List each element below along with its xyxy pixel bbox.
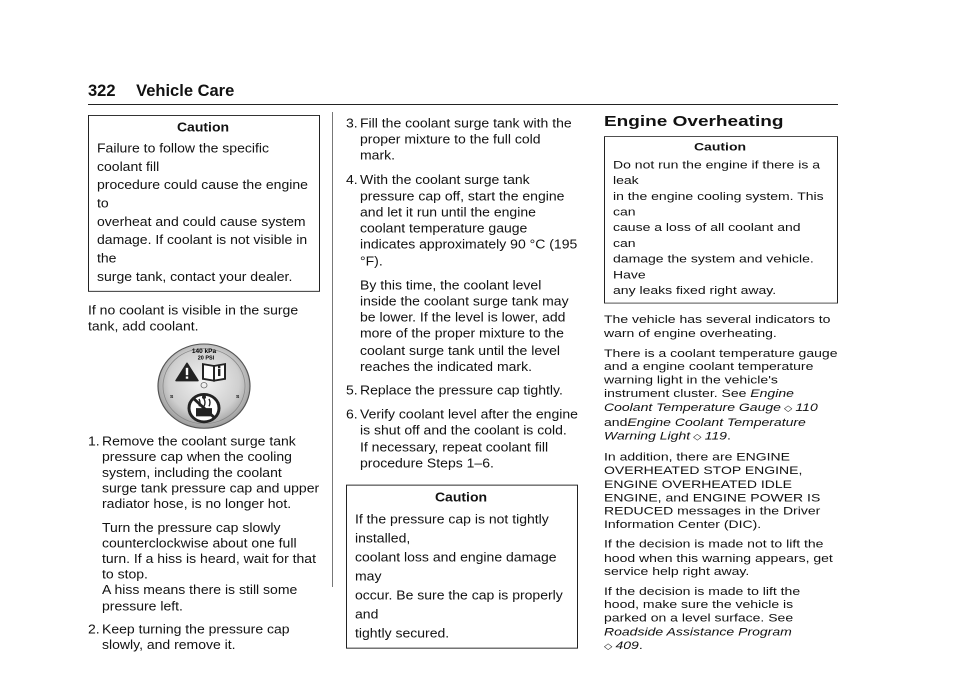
caution-line: Do not run the engine if there is a leak bbox=[613, 158, 821, 187]
caution-line: damage the system and vehicle. Have bbox=[613, 252, 814, 282]
page-header bbox=[88, 82, 838, 105]
page-ref-icon: ◇ bbox=[783, 403, 793, 414]
caution-title: Caution bbox=[693, 140, 747, 153]
step-number: 4. bbox=[346, 171, 358, 187]
step-4-detail: By this time, the coolant level inside the coolant surge tank may be lower. If the level is lower, add more of the proper mixture to the coolant surge tank until the level reaches the indicated mark. bbox=[360, 276, 569, 374]
link-engine-coolant-temperature-warning-light[interactable]: Engine Coolant Temperature Warning Light bbox=[604, 415, 806, 442]
step-number: 1. bbox=[88, 433, 100, 449]
caution-line: surge tank, contact your dealer. bbox=[97, 269, 293, 284]
cap-pressure-psi: 20 PSI bbox=[197, 355, 215, 362]
step-text: With the coolant surge tank pressure cap off, start the engine and let it run until the engine coolant temperature gauge indicates approximately 90 °C (195 °F). bbox=[360, 171, 578, 269]
caution-line: Failure to follow the specific coolant fill bbox=[97, 140, 269, 174]
paragraph-indicators: The vehicle has several indicators to warn of engine overheating. bbox=[604, 313, 831, 340]
step-5 bbox=[346, 382, 578, 398]
caution-body bbox=[97, 139, 309, 286]
paragraph-lift-hood bbox=[604, 585, 838, 654]
step-number: 3. bbox=[346, 115, 358, 131]
text-run: If the decision is made to lift the hood, make sure the vehicle is parked on a level surface. See bbox=[604, 584, 801, 625]
caution-body bbox=[355, 510, 567, 643]
caution-title: Caution bbox=[176, 119, 230, 135]
text-run: and bbox=[604, 415, 628, 429]
step-number: 5. bbox=[346, 382, 358, 398]
step-4 bbox=[346, 171, 578, 269]
step-text: Keep turning the pressure cap slowly, and remove it. bbox=[102, 621, 290, 652]
step-text: Replace the pressure cap tightly. bbox=[360, 382, 563, 398]
caution-box-leak bbox=[604, 136, 838, 303]
step-text: Fill the coolant surge tank with the proper mixture to the full cold mark. bbox=[360, 115, 572, 163]
cap-pressure-kpa: 140 kPa bbox=[191, 348, 217, 355]
cap-mark-left: S bbox=[170, 394, 174, 400]
step-1-note: A hiss means there is still some pressure left. bbox=[102, 582, 298, 613]
caution-line: tightly secured. bbox=[355, 625, 450, 641]
caution-line: overheat and could cause system bbox=[97, 214, 306, 229]
page-number: 322 bbox=[88, 82, 116, 100]
link-roadside-assistance-program[interactable]: Roadside Assistance Program bbox=[604, 625, 792, 638]
paragraph-gauge bbox=[604, 347, 838, 445]
caution-line: occur. Be sure the cap is properly and bbox=[355, 587, 563, 622]
section-title: Vehicle Care bbox=[136, 82, 235, 100]
text-run: There is a coolant temperature gauge and a engine coolant temperature warning light in the vehicle's instrument cluster. See bbox=[604, 346, 838, 400]
text-run: . bbox=[726, 429, 731, 442]
caution-box-pressure-cap bbox=[346, 485, 578, 649]
caution-line: cause a loss of all coolant and can bbox=[613, 221, 801, 250]
caution-line: in the engine cooling system. This can bbox=[613, 189, 824, 219]
column-1 bbox=[88, 115, 320, 660]
paragraph-no-coolant: If no coolant is visible in the surge tank, add coolant. bbox=[88, 302, 299, 334]
step-text: Remove the coolant surge tank pressure cap when the cooling system, including the coolant surge tank pressure cap and upper radiator hose, is no longer hot. bbox=[102, 433, 320, 512]
caution-title: Caution bbox=[434, 489, 488, 505]
caution-line: damage. If coolant is not visible in the bbox=[97, 232, 308, 266]
caution-line: any leaks fixed right away. bbox=[613, 284, 777, 297]
cap-mark-right: S bbox=[236, 394, 240, 400]
step-6 bbox=[346, 406, 578, 439]
caution-body bbox=[613, 157, 827, 298]
page-ref-number[interactable]: 119 bbox=[704, 429, 727, 442]
pressure-cap-icon bbox=[156, 342, 252, 430]
step-number: 2. bbox=[88, 621, 100, 637]
step-1-detail: Turn the pressure cap slowly counterclockwise about one full turn. If a hiss is heard, wait for that to stop. bbox=[102, 519, 316, 582]
paragraph-dic-messages: In addition, there are ENGINE OVERHEATED STOP ENGINE, ENGINE OVERHEATED IDLE ENGINE, and ENGINE POWER IS REDUCED messages in the Driver Information Center (DIC). bbox=[604, 450, 821, 531]
link-engine-coolant-temperature-gauge[interactable]: Engine Coolant Temperature Gauge bbox=[604, 387, 794, 414]
no-open-when-hot-icon bbox=[189, 394, 219, 421]
caution-line: If the pressure cap is not tightly installed, bbox=[355, 511, 549, 546]
column-3 bbox=[604, 115, 838, 660]
caution-line: procedure could cause the engine to bbox=[97, 177, 308, 211]
page-ref-icon: ◇ bbox=[604, 641, 613, 652]
column-2 bbox=[346, 115, 578, 660]
paragraph-service-help: If the decision is made not to lift the hood when this warning appears, get service help right away. bbox=[604, 537, 833, 578]
step-text: Verify coolant level after the engine is shut off and the coolant is cold. bbox=[360, 406, 578, 438]
step-3 bbox=[346, 115, 578, 164]
column-divider bbox=[332, 112, 333, 587]
text-run: . bbox=[638, 638, 643, 652]
page-ref-number[interactable]: 110 bbox=[795, 400, 818, 414]
caution-line: coolant loss and engine damage may bbox=[355, 549, 557, 584]
manual-book-icon bbox=[203, 364, 225, 380]
heading-engine-overheating: Engine Overheating bbox=[604, 113, 784, 130]
page-ref-number[interactable]: 409 bbox=[615, 638, 639, 652]
page-ref-icon: ◇ bbox=[693, 432, 702, 442]
step-1 bbox=[88, 433, 320, 512]
step-number: 6. bbox=[346, 406, 358, 422]
step-6-detail: If necessary, repeat coolant fill procedure Steps 1–6. bbox=[360, 438, 549, 471]
step-2 bbox=[88, 621, 320, 653]
caution-box-coolant-fill bbox=[88, 115, 320, 292]
pressure-cap-figure bbox=[88, 342, 320, 426]
